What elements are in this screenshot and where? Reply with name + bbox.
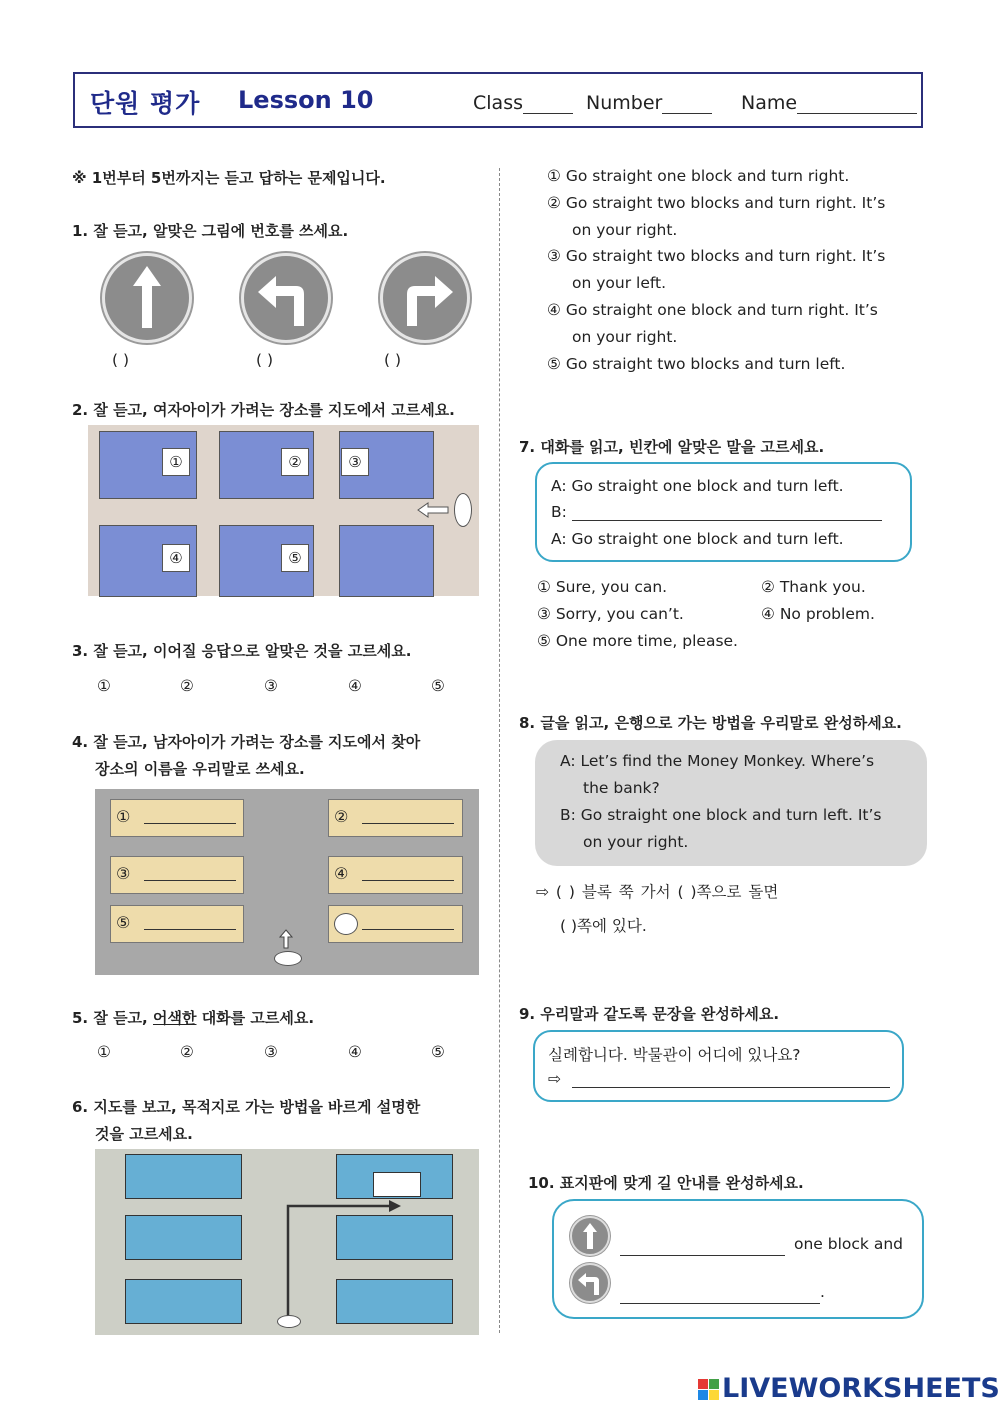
- place-plate-2[interactable]: [328, 799, 463, 837]
- q8-dialog-line-3: B: Go straight one block and turn left. It’s: [560, 806, 882, 824]
- q1-answer-2[interactable]: ( ): [256, 351, 274, 369]
- answer-line: [144, 823, 236, 824]
- column-divider: [499, 168, 500, 1333]
- q6-option-1-text: Go straight one block and turn right.: [565, 167, 850, 185]
- q5-title-emphasis: 어색한: [152, 1009, 197, 1027]
- q8-answer-line-2[interactable]: ( )쪽에 있다.: [560, 917, 647, 935]
- place-plate-5[interactable]: [110, 905, 244, 943]
- turn-left-icon: [241, 253, 331, 343]
- answer-line: [362, 929, 454, 930]
- number-label: Number: [586, 92, 663, 114]
- q7-option-3[interactable]: ③ Sorry, you can’t.: [537, 605, 684, 623]
- q6-option-3-cont: on your left.: [572, 274, 667, 292]
- map-block: [125, 1279, 242, 1324]
- q6-option-1[interactable]: [547, 167, 849, 185]
- q9-title: 9. 우리말과 같도록 문장을 완성하세요.: [519, 1005, 780, 1023]
- q3-option-2[interactable]: ②: [180, 677, 194, 695]
- q5-title: [72, 1007, 314, 1028]
- q6-option-2-num: ②: [547, 194, 561, 212]
- q8-dialog-line-2: the bank?: [583, 779, 660, 797]
- q7-option-4[interactable]: ④ No problem.: [761, 605, 875, 623]
- q7-option-2[interactable]: ② Thank you.: [761, 578, 866, 596]
- answer-line: [362, 823, 454, 824]
- place-plate-1[interactable]: [110, 799, 244, 837]
- q6-option-4-cont: on your right.: [572, 328, 678, 346]
- q7-dialog-line-2: B:: [551, 503, 567, 521]
- footer-brand[interactable]: LIVEWORKSHEETS: [722, 1373, 1000, 1404]
- q7-option-5[interactable]: ⑤ One more time, please.: [537, 632, 738, 650]
- up-arrow-icon: [279, 929, 293, 949]
- class-label: Class: [473, 92, 523, 114]
- q6-option-2-cont: on your right.: [572, 221, 678, 239]
- q10-text: one block and: [794, 1235, 903, 1253]
- q6-option-3-num: ③: [547, 247, 561, 265]
- map-label-3: ③: [341, 448, 369, 476]
- q9-sentence: 실례합니다. 박물관이 어디에 있나요?: [548, 1046, 801, 1064]
- q7-dialog-line-3: A: Go straight one block and turn left.: [551, 530, 844, 548]
- place-plate-4[interactable]: [328, 856, 463, 894]
- q9-arrow-icon: ⇨: [548, 1070, 561, 1088]
- answer-line: [362, 880, 454, 881]
- number-field[interactable]: [586, 92, 712, 114]
- q6-option-2[interactable]: [547, 194, 885, 212]
- q5-option-5[interactable]: ⑤: [431, 1043, 445, 1061]
- q2-title: 2. 잘 듣고, 여자아이가 가려는 장소를 지도에서 고르세요.: [72, 401, 455, 419]
- q5-title-prefix: 5. 잘 듣고,: [72, 1009, 153, 1027]
- destination-marker: [373, 1172, 421, 1197]
- place-label-4: ④: [334, 864, 349, 883]
- q6-option-3[interactable]: [547, 247, 885, 265]
- q2-map: [88, 425, 479, 596]
- q5-title-suffix: 대화를 고르세요.: [196, 1009, 315, 1027]
- person-marker: [274, 951, 302, 966]
- q10-box: [552, 1199, 924, 1319]
- q6-option-5-text: Go straight two blocks and turn left.: [565, 355, 846, 373]
- q3-option-3[interactable]: ③: [264, 677, 278, 695]
- answer-line: [144, 929, 236, 930]
- q1-answer-3[interactable]: ( ): [384, 351, 402, 369]
- q8-dialog-line-1: A: Let’s find the Money Monkey. Where’s: [560, 752, 875, 770]
- q6-option-4-text: Go straight one block and turn right. It’s: [565, 301, 878, 319]
- map-block: [125, 1215, 242, 1260]
- map-label-1: ①: [162, 448, 190, 476]
- q9-box: [533, 1030, 904, 1102]
- q7-dialog-line-1: A: Go straight one block and turn left.: [551, 477, 844, 495]
- map-label-5: ⑤: [281, 544, 309, 572]
- q4-title-line2: 장소의 이름을 우리말로 쓰세요.: [95, 760, 305, 778]
- q5-option-3[interactable]: ③: [264, 1043, 278, 1061]
- q9-answer-blank[interactable]: [572, 1087, 890, 1088]
- q8-answer-line-1[interactable]: ⇨ ( ) 블록 쭉 가서 ( )쪽으로 돌면: [536, 883, 779, 901]
- place-label-3: ③: [116, 864, 131, 883]
- q6-option-4-num: ④: [547, 301, 561, 319]
- q7-title: 7. 대화를 읽고, 빈칸에 알맞은 말을 고르세요.: [519, 438, 825, 456]
- lesson-title: Lesson 10: [238, 86, 374, 114]
- map-label-2: ②: [281, 448, 309, 476]
- map-block: [339, 525, 434, 597]
- place-plate-destination: [328, 905, 463, 943]
- q4-map: [95, 789, 479, 975]
- q4-title-line1: 4. 잘 듣고, 남자아이가 가려는 장소를 지도에서 찾아: [72, 733, 421, 751]
- q6-map: [95, 1149, 479, 1335]
- place-label-5: ⑤: [116, 913, 131, 932]
- q7-answer-blank[interactable]: [572, 520, 882, 521]
- q10-title: 10. 표지판에 맞게 길 안내를 완성하세요.: [528, 1174, 804, 1192]
- q3-option-4[interactable]: ④: [348, 677, 362, 695]
- map-label-4: ④: [162, 544, 190, 572]
- map-block: [125, 1154, 242, 1199]
- class-field[interactable]: [473, 92, 573, 114]
- q1-answer-1[interactable]: ( ): [112, 351, 130, 369]
- q3-option-5[interactable]: ⑤: [431, 677, 445, 695]
- up-arrow-icon: [102, 253, 192, 343]
- page-title: 단원 평가: [90, 89, 201, 118]
- q10-answer-blank-1[interactable]: [620, 1255, 785, 1256]
- up-arrow-icon: [570, 1216, 610, 1256]
- q6-option-3-text: Go straight two blocks and turn right. It’s: [565, 247, 886, 265]
- person-marker: [454, 493, 472, 527]
- liveworksheets-logo-icon: [698, 1379, 720, 1401]
- q5-option-1[interactable]: ①: [97, 1043, 111, 1061]
- name-field[interactable]: [741, 92, 917, 114]
- q10-answer-blank-2[interactable]: [620, 1303, 820, 1304]
- q8-dialog-line-4: on your right.: [583, 833, 689, 851]
- q10-period: .: [820, 1283, 825, 1301]
- q3-option-1[interactable]: ①: [97, 677, 111, 695]
- place-label-2: ②: [334, 807, 349, 826]
- place-plate-3[interactable]: [110, 856, 244, 894]
- circle-marker: [334, 913, 358, 935]
- q6-title-line1: 6. 지도를 보고, 목적지로 가는 방법을 바르게 설명한: [72, 1098, 421, 1116]
- q8-title: 8. 글을 읽고, 은행으로 가는 방법을 우리말로 완성하세요.: [519, 714, 902, 732]
- q1-title: 1. 잘 듣고, 알맞은 그림에 번호를 쓰세요.: [72, 222, 349, 240]
- q3-title: 3. 잘 듣고, 이어질 응답으로 알맞은 것을 고르세요.: [72, 642, 412, 660]
- q6-option-4[interactable]: [547, 301, 878, 319]
- q5-option-4[interactable]: ④: [348, 1043, 362, 1061]
- q6-option-5-num: ⑤: [547, 355, 561, 373]
- q5-option-2[interactable]: ②: [180, 1043, 194, 1061]
- answer-line: [144, 880, 236, 881]
- turn-left-icon: [570, 1263, 610, 1303]
- q6-option-1-num: ①: [547, 167, 561, 185]
- q7-option-1[interactable]: ① Sure, you can.: [537, 578, 668, 596]
- q6-option-5[interactable]: [547, 355, 845, 373]
- left-arrow-icon: [416, 501, 450, 519]
- place-label-1: ①: [116, 807, 131, 826]
- person-marker: [277, 1315, 301, 1328]
- q6-option-2-text: Go straight two blocks and turn right. It’s: [565, 194, 886, 212]
- name-label: Name: [741, 92, 798, 114]
- listening-note: ※ 1번부터 5번까지는 듣고 답하는 문제입니다.: [72, 169, 386, 187]
- q6-title-line2: 것을 고르세요.: [95, 1125, 193, 1143]
- route-arrow-icon: [283, 1197, 403, 1319]
- turn-right-icon: [380, 253, 470, 343]
